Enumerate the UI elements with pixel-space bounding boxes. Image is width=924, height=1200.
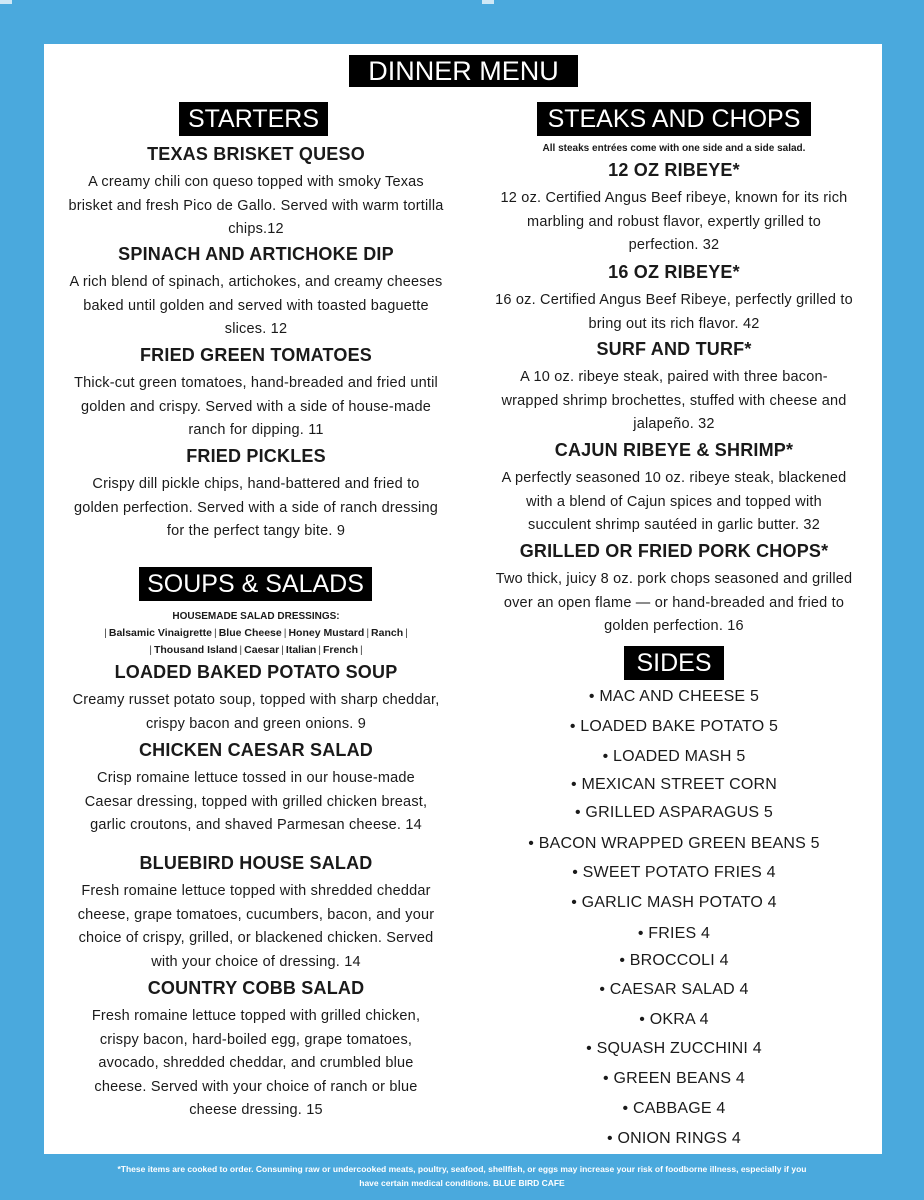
dressing-option: Italian <box>285 644 317 656</box>
soups-salads-heading: SOUPS & SALADS <box>139 567 372 601</box>
side-item: • GARLIC MASH POTATO 4 <box>571 894 777 911</box>
soups-item-description: avocado, shredded cheddar, and crumbled blue <box>98 1055 414 1072</box>
starters-item-title: FRIED GREEN TOMATOES <box>139 345 373 365</box>
soups-item-title: BLUEBIRD HOUSE SALAD <box>139 853 373 873</box>
side-item: • ONION RINGS 4 <box>607 1130 741 1147</box>
divider: | <box>283 627 287 639</box>
steaks-item-description: Two thick, juicy 8 oz. pork chops seasoned and grilled <box>495 571 853 587</box>
divider: | <box>405 627 408 639</box>
starters-item-description: A rich blend of spinach, artichokes, and creamy cheeses <box>69 274 443 290</box>
steaks-note: All steaks entrées come with one side and a side salad. <box>542 143 806 154</box>
steaks-item-description: 12 oz. Certified Angus Beef ribeye, known for its rich <box>500 190 848 206</box>
soups-item-title: LOADED BAKED POTATO SOUP <box>114 662 398 682</box>
steaks-item-description: A perfectly seasoned 10 oz. ribeye steak, blackened <box>501 470 847 486</box>
dressings-label: HOUSEMADE SALAD DRESSINGS: <box>172 611 340 622</box>
side-item: • GRILLED ASPARAGUS 5 <box>574 804 774 821</box>
soups-item-description: garlic croutons, and shaved Parmesan cheese. 14 <box>90 817 422 834</box>
soups-item-description: Caesar dressing, topped with grilled chicken breast, <box>84 793 428 810</box>
side-item: • CAESAR SALAD 4 <box>599 981 749 998</box>
divider: | <box>318 644 321 656</box>
steaks-item-title: SURF AND TURF* <box>596 339 752 359</box>
divider: | <box>366 627 370 639</box>
soups-item-description: with your choice of dressing. 14 <box>151 953 361 970</box>
starters-item-description: slices. 12 <box>224 321 288 338</box>
sides-heading: SIDES <box>624 646 724 680</box>
side-item: • SWEET POTATO FRIES 4 <box>572 864 776 881</box>
divider: | <box>104 627 107 639</box>
steaks-item-description: bring out its rich flavor. 42 <box>588 315 760 332</box>
soups-item-title: CHICKEN CAESAR SALAD <box>138 740 373 760</box>
dressing-option: Balsamic Vinaigrette <box>108 627 212 639</box>
dressing-option: Ranch <box>371 627 404 639</box>
steaks-item-description: with a blend of Cajun spices and topped with <box>526 493 822 510</box>
top-left-mark <box>0 0 12 4</box>
starters-item-description: for the perfect tangy bite. 9 <box>166 523 346 540</box>
side-item: • MEXICAN STREET CORN <box>571 776 777 793</box>
footer-line-1: *These items are cooked to order. Consuming raw or undercooked meats, poultry, seafood, shellfish, or eggs may increase your risk of foodborne illness, especially if you <box>117 1164 807 1174</box>
starters-item-description: Thick-cut green tomatoes, hand-breaded and fried until <box>74 375 438 391</box>
dressing-option: Blue Cheese <box>218 627 282 639</box>
steaks-chops-heading: STEAKS AND CHOPS <box>537 102 811 136</box>
steaks-item-description: golden perfection. 16 <box>604 618 744 635</box>
divider: | <box>239 644 243 656</box>
soups-item-description: cheese. Served with your choice of ranch or blue <box>94 1078 418 1095</box>
starters-item-description: Crispy dill pickle chips, hand-battered and fried to <box>92 476 420 492</box>
divider: | <box>213 627 217 639</box>
soups-item-description: Fresh romaine lettuce topped with grilled chicken, <box>91 1008 421 1024</box>
top-right-mark <box>482 0 494 4</box>
side-item: • BACON WRAPPED GREEN BEANS 5 <box>528 835 820 852</box>
starters-item-title: TEXAS BRISKET QUESO <box>147 144 365 164</box>
starters-item-description: ranch for dipping. 11 <box>188 422 324 439</box>
starters-item-description: golden and crispy. Served with a side of house-made <box>80 398 432 415</box>
soups-item-title: COUNTRY COBB SALAD <box>147 978 365 998</box>
steaks-item-description: over an open flame — or hand-breaded and fried to <box>503 594 845 611</box>
steaks-item-description: perfection. 32 <box>628 237 720 254</box>
steaks-item-title: GRILLED OR FRIED PORK CHOPS* <box>519 541 829 561</box>
soups-item-description: Fresh romaine lettuce topped with shredded cheddar <box>81 883 431 899</box>
side-item: • SQUASH ZUCCHINI 4 <box>586 1040 762 1057</box>
footer-line-2: have certain medical conditions. BLUE BIRD CAFE <box>359 1178 565 1188</box>
starters-item-description: golden perfection. Served with a side of ranch dressing <box>73 499 439 516</box>
divider: | <box>281 644 284 656</box>
side-item: • BROCCOLI 4 <box>619 952 729 969</box>
steaks-item-title: 12 OZ RIBEYE* <box>608 160 740 180</box>
steaks-item-title: 16 OZ RIBEYE* <box>608 262 740 282</box>
soups-item-description: Crisp romaine lettuce tossed in our house-made <box>97 770 415 786</box>
dressings-row-2 <box>56 644 456 656</box>
starters-item-description: chips.12 <box>228 221 284 238</box>
side-item: • OKRA 4 <box>639 1011 709 1028</box>
footer-disclaimer <box>46 1162 878 1190</box>
steaks-item-description: jalapeño. 32 <box>633 416 715 433</box>
soups-item-description: choice of crispy, grilled, or blackened chicken. Served <box>78 930 434 947</box>
side-item: • FRIES 4 <box>637 925 711 942</box>
starters-item-description: A creamy chili con queso topped with smoky Texas <box>88 174 424 190</box>
steaks-item-description: wrapped shrimp brochettes, stuffed with cheese and <box>501 392 847 409</box>
side-item: • LOADED MASH 5 <box>602 748 746 765</box>
steaks-item-title: CAJUN RIBEYE & SHRIMP* <box>554 440 794 460</box>
soups-item-description: crispy bacon, hard-boiled egg, grape tomatoes, <box>99 1031 413 1048</box>
dressing-option: Caesar <box>244 644 280 656</box>
side-item: • MAC AND CHEESE 5 <box>588 688 760 705</box>
soups-item-description: cheese dressing. 15 <box>189 1102 323 1119</box>
soups-item-description: crispy bacon and green onions. 9 <box>145 715 366 732</box>
starters-item-title: FRIED PICKLES <box>186 446 326 466</box>
starters-item-description: baked until golden and served with toasted baguette <box>83 297 429 314</box>
dressings-row-1 <box>56 627 456 639</box>
starters-item-description: brisket and fresh Pico de Gallo. Served with warm tortilla <box>68 197 444 214</box>
soups-item-description: cheese, grape tomatoes, cucumbers, bacon, and your <box>77 906 435 923</box>
side-item: • GREEN BEANS 4 <box>603 1070 745 1087</box>
steaks-item-description: succulent shrimp sautéed in garlic butter. 32 <box>528 517 820 534</box>
side-item: • CABBAGE 4 <box>622 1100 726 1117</box>
dressing-option: Thousand Island <box>153 644 238 656</box>
steaks-item-description: A 10 oz. ribeye steak, paired with three bacon- <box>520 369 828 385</box>
starters-heading: STARTERS <box>179 102 328 136</box>
dressing-option: Honey Mustard <box>288 627 365 639</box>
steaks-item-description: 16 oz. Certified Angus Beef Ribeye, perfectly grilled to <box>495 292 853 308</box>
starters-item-title: SPINACH AND ARTICHOKE DIP <box>118 244 394 264</box>
divider: | <box>149 644 152 656</box>
divider: | <box>360 644 363 656</box>
dressing-option: French <box>322 644 358 656</box>
soups-item-description: Creamy russet potato soup, topped with sharp cheddar, <box>72 692 440 708</box>
menu-title: DINNER MENU <box>349 55 578 87</box>
side-item: • LOADED BAKE POTATO 5 <box>569 718 779 735</box>
steaks-item-description: marbling and robust flavor, expertly grilled to <box>527 213 821 230</box>
